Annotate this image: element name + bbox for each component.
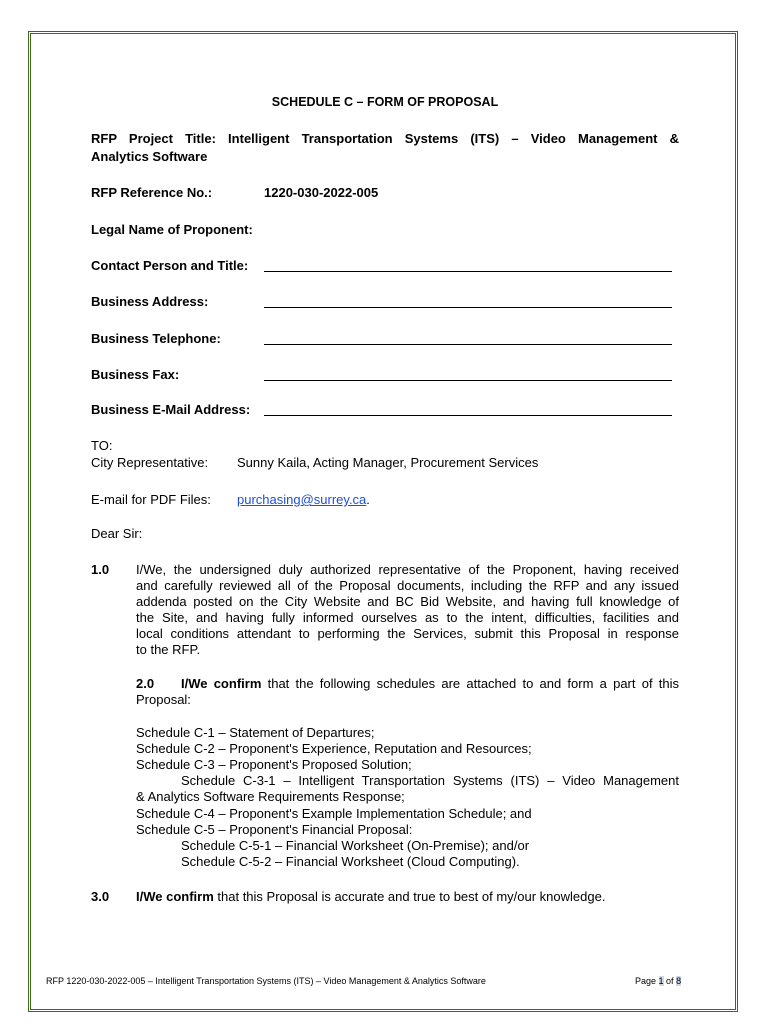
footer-page-total: 8 [676,976,682,986]
footer-left: RFP 1220-030-2022-005 – Intelligent Transportation Systems (ITS) – Video Management & Analytics Software [46,976,486,986]
project-title-line1: RFP Project Title: Intelligent Transportation Systems (ITS) – Video Management & [91,131,679,146]
section2-text: that the following schedules are attached to and form a part of this [261,676,679,691]
section3-number: 3.0 [91,889,110,904]
schedule-item: Schedule C-3-1 – Intelligent Transportation Systems (ITS) – Video Management [181,773,679,788]
footer-page-of: of [663,976,677,986]
telephone-label: Business Telephone: [91,331,221,346]
schedule-item: Schedule C-3 – Proponent's Proposed Solution; [136,757,412,772]
reference-label: RFP Reference No.: [91,185,213,200]
section2-number: 2.0 [136,676,155,691]
section3-bold: I/We confirm [136,889,214,904]
section2-line2: Proposal: [136,692,191,707]
email-pdf-label: E-mail for PDF Files: [91,492,211,507]
section2-line1 [181,676,679,692]
footer-page-number [635,976,681,986]
address-label: Business Address: [91,294,209,309]
city-rep-value: Sunny Kaila, Acting Manager, Procurement Services [237,455,539,470]
contact-blank-line[interactable] [264,271,672,272]
schedule-item: & Analytics Software Requirements Response; [136,789,405,804]
to-label: TO: [91,438,113,453]
footer-page-current: 1 [658,976,664,986]
footer-page-prefix: Page [635,976,659,986]
section1-body [136,562,679,658]
email-label: Business E-Mail Address: [91,402,251,417]
schedule-item: Schedule C-4 – Proponent's Example Implementation Schedule; and [136,806,532,821]
section1-line: to the RFP. [136,642,201,657]
salutation: Dear Sir: [91,526,143,541]
section1-line: the Site, and having fully informed ourselves as to the intent, difficulties, facilities and [136,610,679,625]
schedule-item: Schedule C-5-2 – Financial Worksheet (Cloud Computing). [181,854,520,869]
schedule-item: Schedule C-5 – Proponent's Financial Proposal: [136,822,413,837]
reference-value: 1220-030-2022-005 [264,185,379,200]
project-title-line2: Analytics Software [91,149,208,164]
section3-line [136,889,605,905]
contact-label: Contact Person and Title: [91,258,249,273]
section1-line: addenda posted on the City Website and BC Bid Website, and having full knowledge of [136,594,679,609]
section1-number: 1.0 [91,562,110,577]
telephone-blank-line[interactable] [264,344,672,345]
fax-label: Business Fax: [91,367,180,382]
page-title: SCHEDULE C – FORM OF PROPOSAL [271,95,499,109]
email-pdf-period: . [366,492,370,507]
fax-blank-line[interactable] [264,380,672,381]
address-blank-line[interactable] [264,307,672,308]
email-pdf-link[interactable]: purchasing@surrey.ca [237,492,367,507]
section1-line: and carefully reviewed all of the Proposal documents, including the RFP and any issued [136,578,679,593]
schedule-item: Schedule C-1 – Statement of Departures; [136,725,375,740]
email-pdf-row [237,492,370,508]
section1-line: local conditions attendant to performing the Services, submit this Proposal in response [136,626,679,641]
schedule-item: Schedule C-5-1 – Financial Worksheet (On-Premise); and/or [181,838,530,853]
email-blank-line[interactable] [264,415,672,416]
section1-line: I/We, the undersigned duly authorized representative of the Proponent, having received [136,562,679,577]
schedule-item: Schedule C-2 – Proponent's Experience, Reputation and Resources; [136,741,532,756]
section3-text: that this Proposal is accurate and true to best of my/our knowledge. [213,889,606,904]
legal-name-label: Legal Name of Proponent: [91,222,253,237]
city-rep-label: City Representative: [91,455,209,470]
section2-bold: I/We confirm [181,676,262,691]
